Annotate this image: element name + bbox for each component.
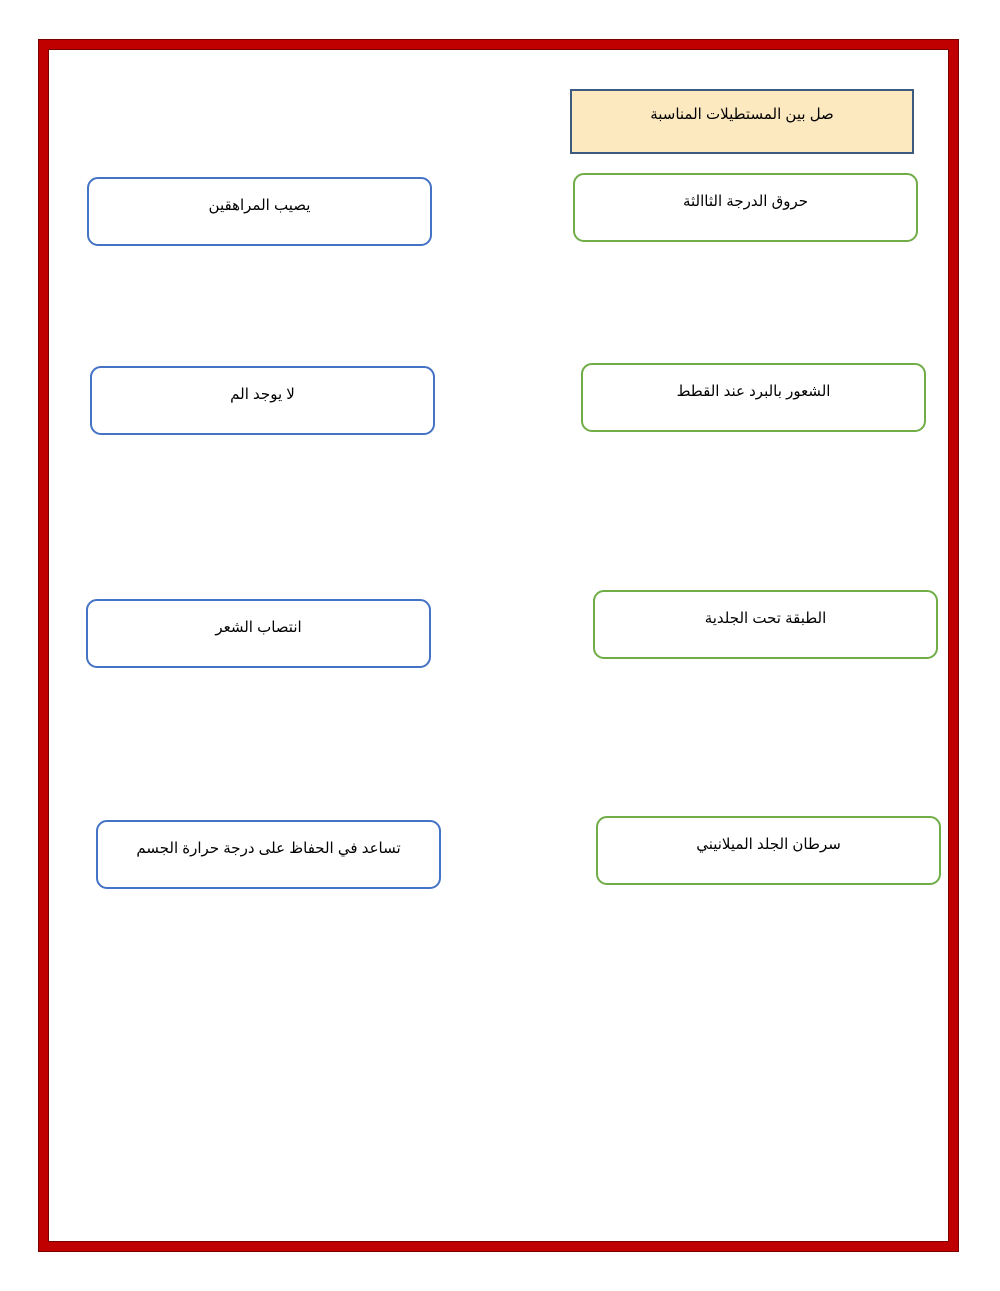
match-box-label: انتصاب الشعر xyxy=(215,619,302,636)
match-box-label: حروق الدرجة الثاالثة xyxy=(682,193,809,210)
match-box-right-1[interactable] xyxy=(573,173,918,242)
match-box-left-3[interactable] xyxy=(86,599,431,668)
instruction-title-text: صل بين المستطيلات المناسبة xyxy=(650,106,834,123)
match-box-label: سرطان الجلد الميلانيني xyxy=(696,836,841,853)
match-box-right-4[interactable] xyxy=(596,816,941,885)
match-box-label: تساعد في الحفاظ على درجة حرارة الجسم xyxy=(136,840,401,857)
match-box-right-2[interactable] xyxy=(581,363,926,432)
match-box-label: يصيب المراهقين xyxy=(208,197,311,214)
match-box-right-3[interactable] xyxy=(593,590,938,659)
instruction-title xyxy=(570,89,914,154)
match-box-left-1[interactable] xyxy=(87,177,432,246)
match-box-left-4[interactable] xyxy=(96,820,441,889)
match-box-label: الشعور بالبرد عند القطط xyxy=(676,383,831,400)
match-box-left-2[interactable] xyxy=(90,366,435,435)
match-box-label: لا يوجد الم xyxy=(230,386,295,403)
match-box-label: الطبقة تحت الجلدية xyxy=(704,610,827,627)
